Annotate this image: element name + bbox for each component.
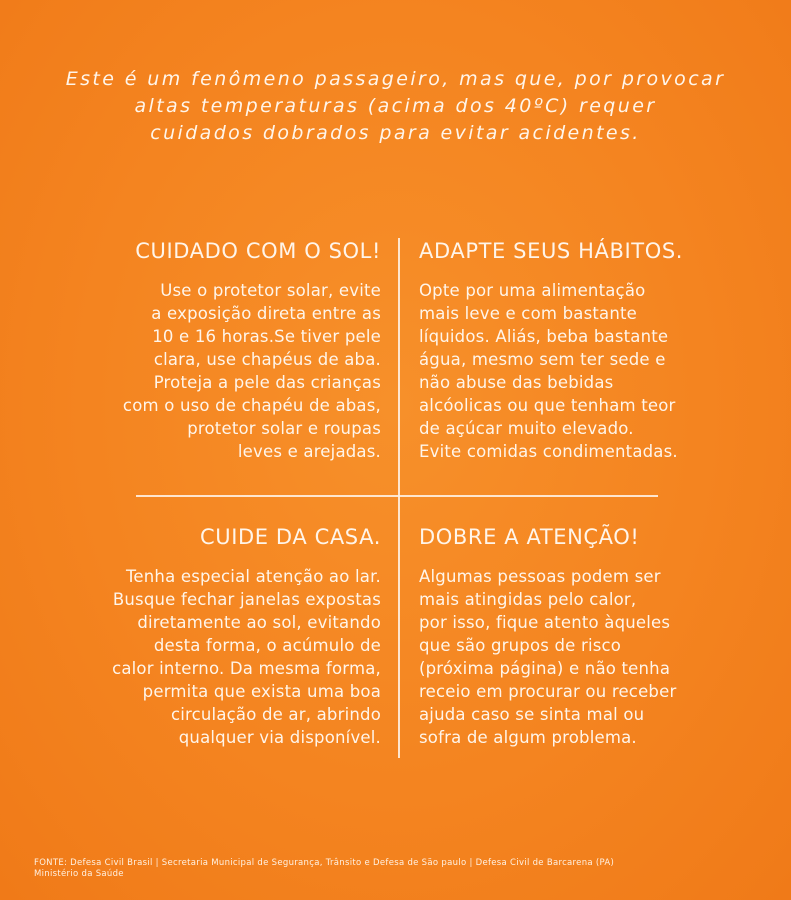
section-body: Tenha especial atenção ao lar. Busque fechar janelas expostas diretamente ao sol, evitando desta forma, o acúmulo de calor interno. Da mesma forma, permita que exista uma boa circulação de ar, abrindo qualquer via disponível. xyxy=(112,567,381,747)
section-title: ADAPTE SEUS HÁBITOS. xyxy=(419,239,684,263)
footer-ministry: Ministério da Saúde xyxy=(34,869,124,879)
footer-sources: FONTE: Defesa Civil Brasil | Secretaria Municipal de Segurança, Trânsito e Defesa de São paulo | Defesa Civil de Barcarena (PA) xyxy=(34,858,615,868)
section-adapte-seus-habitos xyxy=(419,238,683,463)
source-footer xyxy=(34,858,774,880)
section-title: DOBRE A ATENÇÃO! xyxy=(419,525,640,549)
section-body: Opte por uma alimentação mais leve e com bastante líquidos. Aliás, beba bastante água, mesmo sem ter sede e não abuse das bebidas alcóolicas ou que tenham teor de açúcar muito elevado. Evite comidas condimentadas. xyxy=(419,281,678,461)
section-body: Algumas pessoas podem ser mais atingidas pelo calor, por isso, fique atento àqueles que são grupos de risco (próxima página) e não tenha receio em procurar ou receber ajuda caso se sinta mal ou sofra de algum problema. xyxy=(419,567,677,747)
section-body: Use o protetor solar, evite a exposição direta entre as 10 e 16 horas.Se tiver pele clara, use chapéus de aba. Proteja a pele das crianças com o uso de chapéu de abas, protetor solar e roupas leves e arejadas. xyxy=(122,281,381,461)
section-title: CUIDADO COM O SOL! xyxy=(135,239,381,263)
horizontal-divider xyxy=(136,495,658,497)
intro-text: Este é um fenômeno passageiro, mas que, por provocar altas temperaturas (acima dos 40ºC) requer cuidados dobrados para evitar acidentes. xyxy=(65,68,726,144)
section-title: CUIDE DA CASA. xyxy=(199,525,381,549)
section-cuide-da-casa xyxy=(112,524,381,749)
vertical-divider xyxy=(398,238,400,758)
section-dobre-a-atencao xyxy=(419,524,676,749)
section-cuidado-com-o-sol xyxy=(123,238,381,463)
